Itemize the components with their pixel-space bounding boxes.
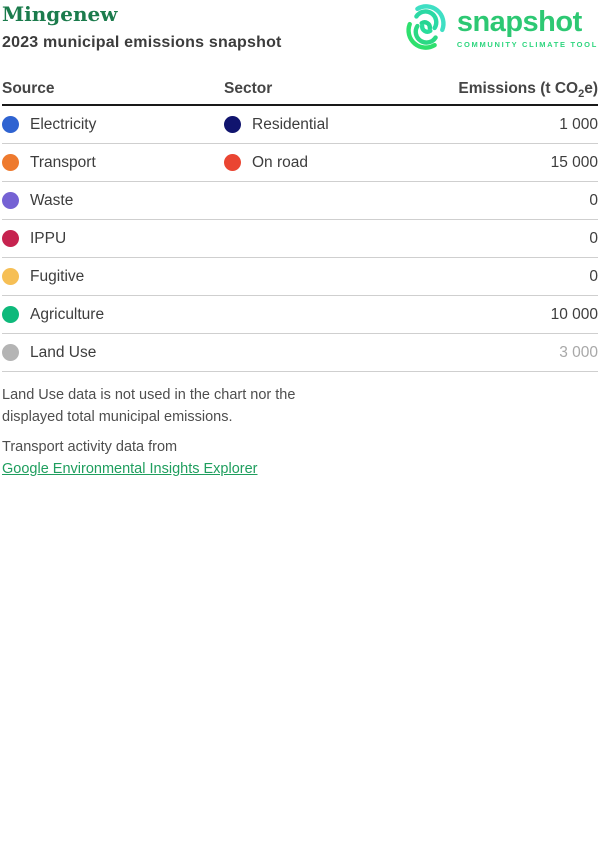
logo-wordmark: snapshot bbox=[456, 6, 582, 38]
emissions-value: 0 bbox=[589, 229, 598, 247]
sector-cell bbox=[224, 116, 559, 134]
table-row bbox=[2, 296, 598, 334]
column-header-emissions bbox=[458, 80, 598, 101]
source-label: IPPU bbox=[30, 229, 67, 247]
transport-note bbox=[2, 436, 598, 480]
column-header-sector: Sector bbox=[224, 80, 273, 97]
source-cell bbox=[2, 192, 224, 210]
source-dot-icon bbox=[2, 230, 19, 247]
source-cell bbox=[2, 306, 224, 324]
emissions-table bbox=[2, 74, 598, 372]
logo-text bbox=[457, 2, 598, 49]
source-cell bbox=[2, 154, 224, 172]
sector-label: Residential bbox=[252, 115, 329, 133]
table-row bbox=[2, 220, 598, 258]
page-title: Mingenew bbox=[2, 2, 118, 26]
emissions-header-text: Emissions (t CO bbox=[458, 80, 579, 97]
source-dot-icon bbox=[2, 306, 19, 323]
emissions-value: 0 bbox=[589, 191, 598, 209]
page-subtitle: 2023 municipal emissions snapshot bbox=[2, 34, 282, 51]
source-label: Transport bbox=[30, 153, 96, 171]
snapshot-arcs-icon bbox=[404, 2, 448, 52]
source-cell bbox=[2, 116, 224, 134]
emissions-value: 10 000 bbox=[550, 305, 598, 323]
source-label: Fugitive bbox=[30, 267, 85, 285]
table-row bbox=[2, 258, 598, 296]
source-dot-icon bbox=[2, 344, 19, 361]
source-label: Land Use bbox=[30, 343, 97, 361]
source-dot-icon bbox=[2, 268, 19, 285]
emissions-header-suffix: e) bbox=[584, 80, 598, 97]
source-label: Agriculture bbox=[30, 305, 105, 323]
table-header-row bbox=[2, 74, 598, 106]
source-dot-icon bbox=[2, 192, 19, 209]
column-header-source: Source bbox=[2, 80, 55, 97]
sector-dot-icon bbox=[224, 116, 241, 133]
land-use-note: Land Use data is not used in the chart nor the displayed total municipal emissions. bbox=[2, 387, 296, 425]
sector-dot-icon bbox=[224, 154, 241, 171]
source-dot-icon bbox=[2, 154, 19, 171]
source-cell bbox=[2, 268, 224, 286]
snapshot-logo bbox=[404, 2, 598, 52]
footnotes bbox=[2, 384, 598, 480]
table-row bbox=[2, 106, 598, 144]
logo-tagline: COMMUNITY CLIMATE TOOL bbox=[456, 40, 598, 49]
source-label: Electricity bbox=[30, 115, 97, 133]
source-cell bbox=[2, 344, 224, 362]
sector-cell bbox=[224, 154, 551, 172]
transport-note-text: Transport activity data from bbox=[2, 439, 178, 455]
table-row bbox=[2, 144, 598, 182]
table-body bbox=[2, 106, 598, 372]
source-dot-icon bbox=[2, 116, 19, 133]
emissions-header-subscript: 2 bbox=[578, 88, 585, 101]
table-row bbox=[2, 334, 598, 372]
source-label: Waste bbox=[30, 191, 74, 209]
sector-label: On road bbox=[252, 153, 309, 171]
emissions-value: 15 000 bbox=[550, 153, 598, 171]
table-row bbox=[2, 182, 598, 220]
emissions-value: 3 000 bbox=[559, 343, 598, 361]
emissions-value: 0 bbox=[589, 267, 598, 285]
source-cell bbox=[2, 230, 224, 248]
google-eie-link[interactable]: Google Environmental Insights Explorer bbox=[2, 461, 258, 477]
emissions-value: 1 000 bbox=[559, 115, 598, 133]
